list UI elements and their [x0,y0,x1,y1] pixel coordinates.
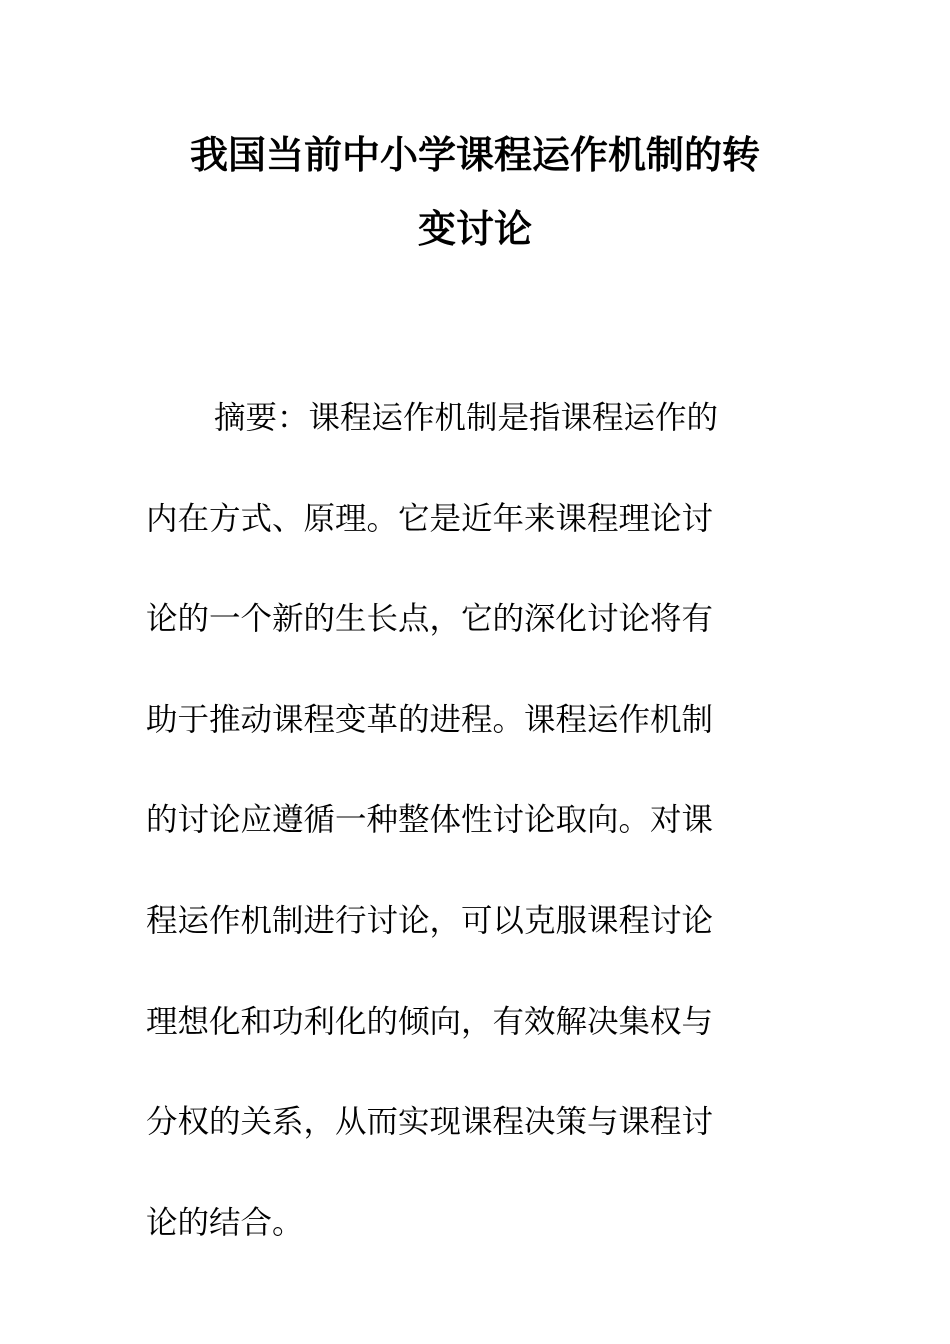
abstract-line: 内在方式、原理。它是近年来课程理论讨 [146,500,714,537]
abstract-paragraph [146,368,776,1273]
document-title [140,118,810,266]
abstract-line: 分权的关系，从而实现课程决策与课程讨 [146,1104,714,1141]
abstract-line: 摘要：课程运作机制是指课程运作的 [214,400,719,436]
title-line-2: 变讨论 [417,206,532,251]
abstract-line: 程运作机制进行讨论，可以克服课程讨论 [146,902,714,939]
abstract-line: 理想化和功利化的倾向，有效解决集权与 [146,1003,714,1040]
abstract-line: 助于推动课程变革的进程。课程运作机制 [146,701,714,738]
abstract-line: 论的结合。 [146,1204,304,1241]
title-line-1: 我国当前中小学课程运作机制的转 [189,132,760,177]
abstract-line: 的讨论应遵循一种整体性讨论取向。对课 [146,802,714,839]
abstract-line: 论的一个新的生长点，它的深化讨论将有 [146,601,714,638]
